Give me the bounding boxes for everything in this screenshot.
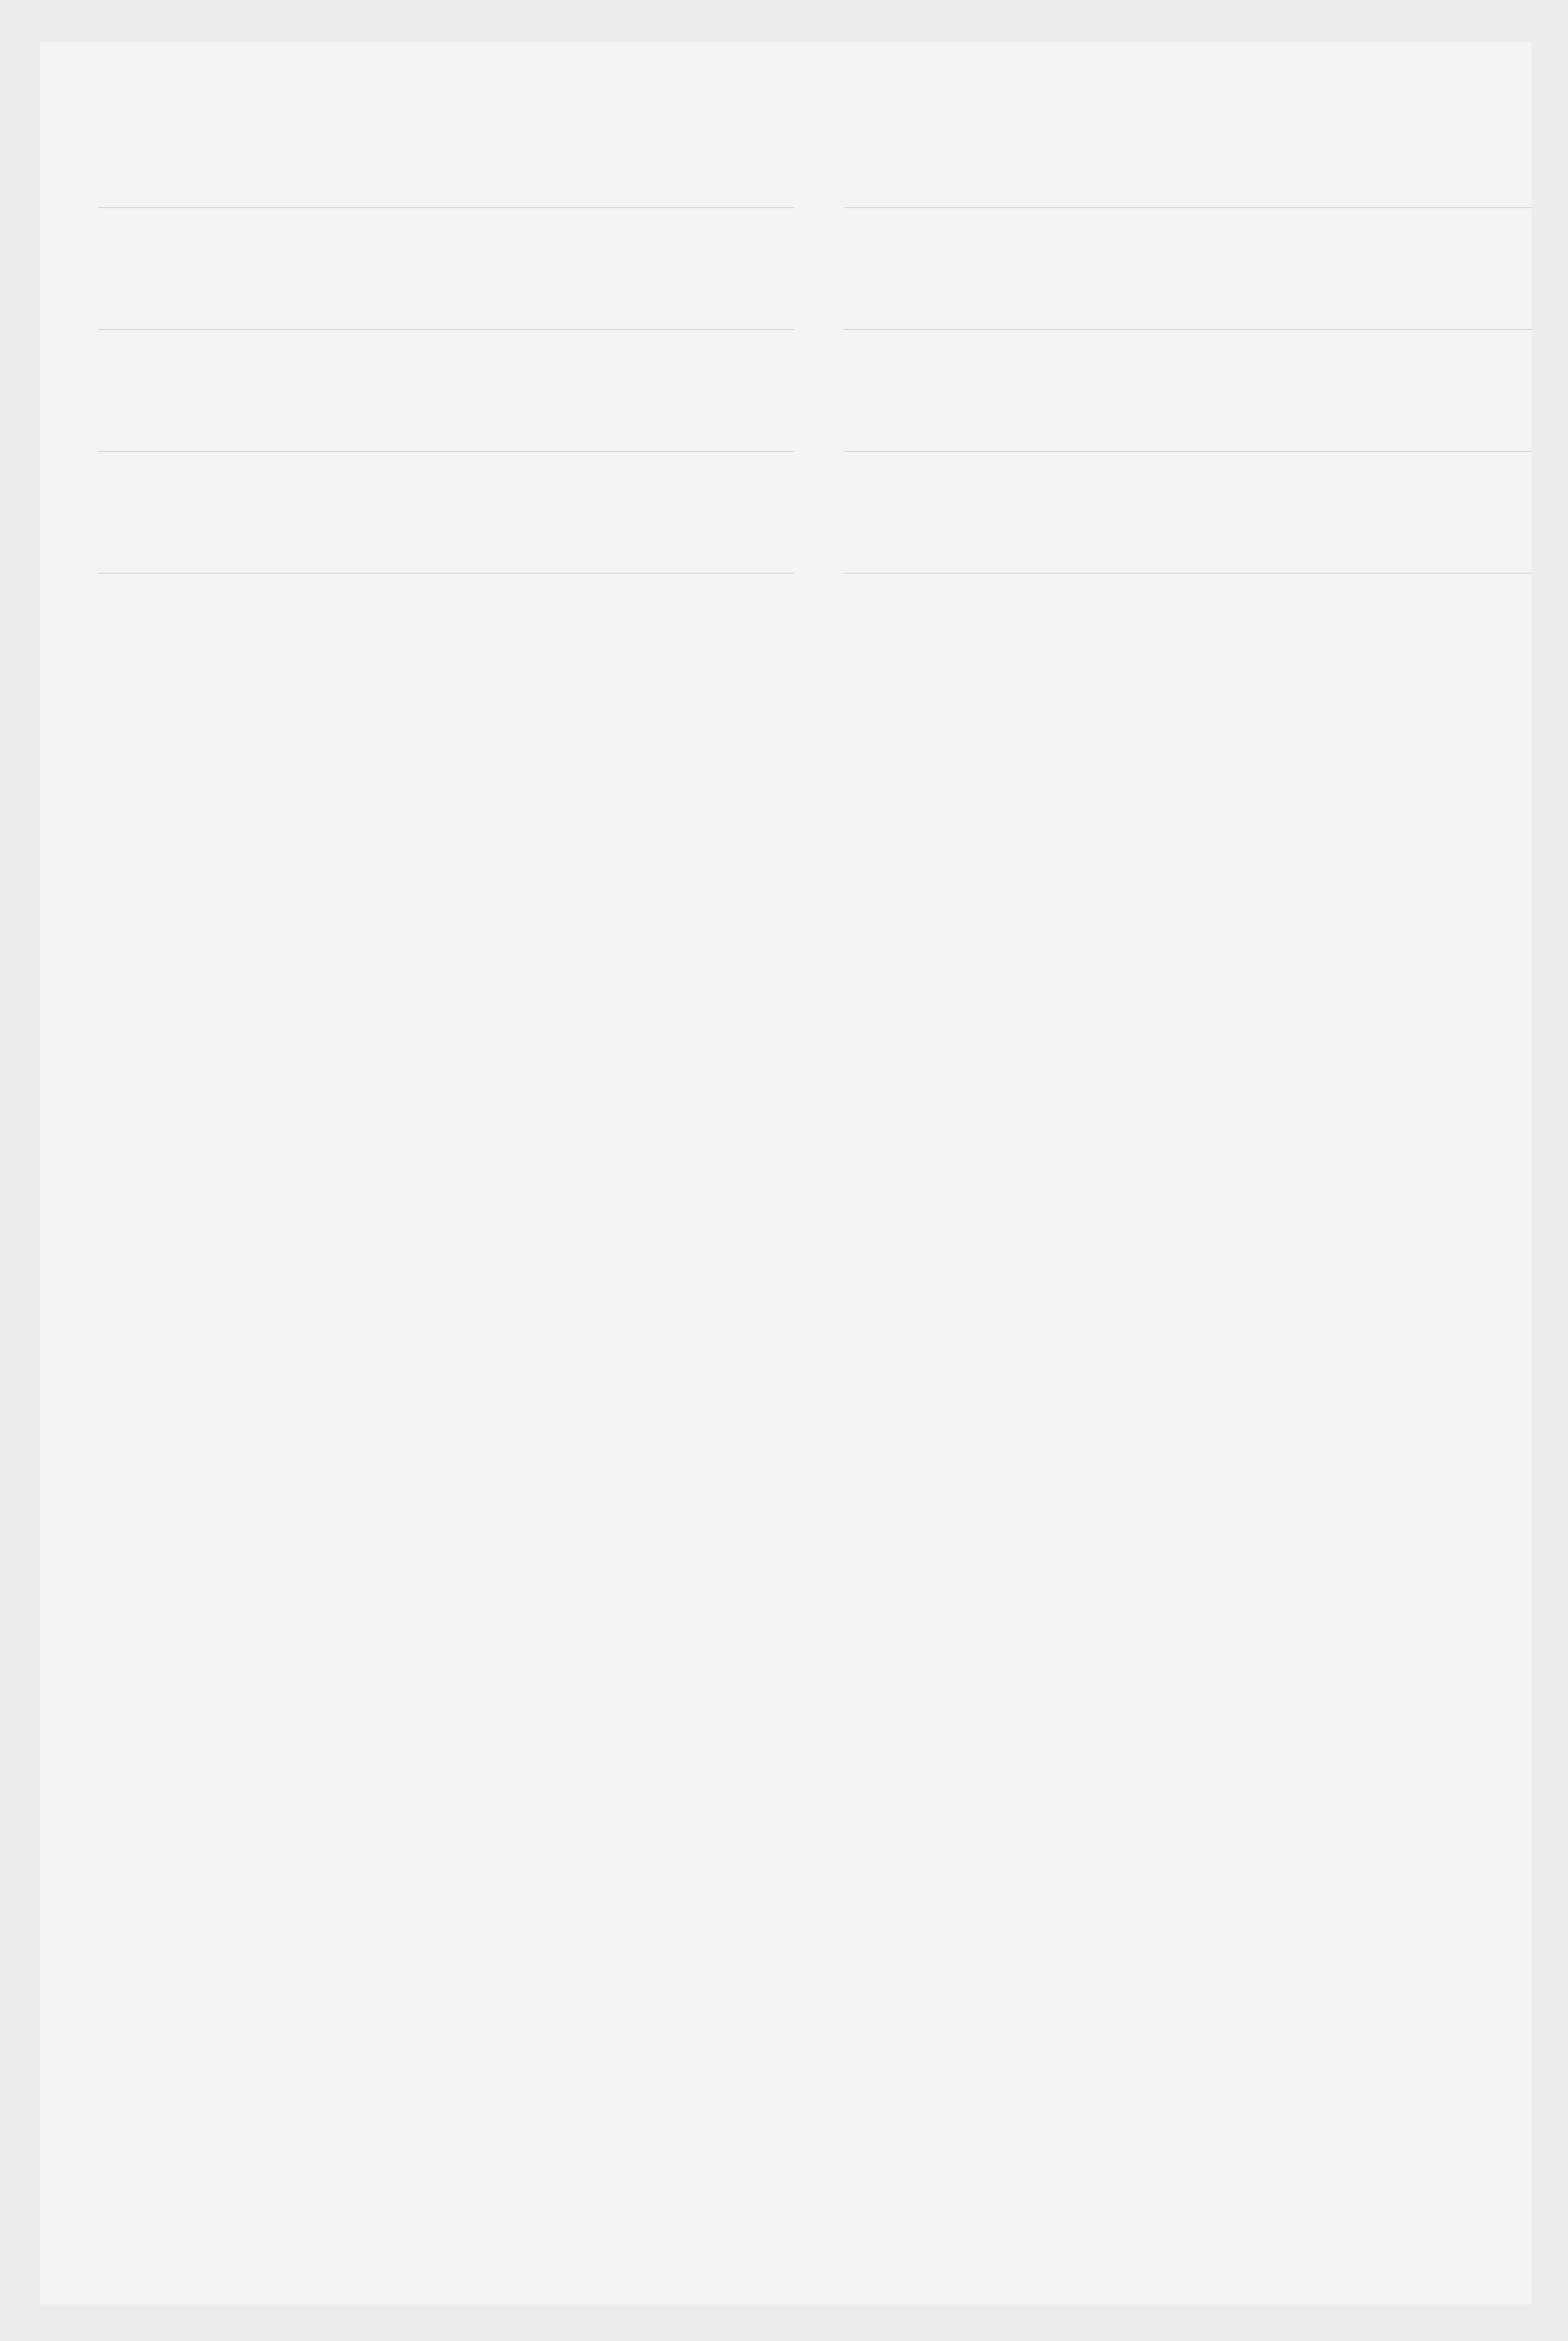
section-heading <box>98 108 794 123</box>
section-heading <box>98 473 794 488</box>
section-text <box>844 497 1532 511</box>
section-heading <box>844 108 1532 123</box>
section-text <box>844 253 1532 268</box>
section-text <box>98 375 794 390</box>
right-section <box>844 473 1532 574</box>
section-text <box>844 131 1532 146</box>
left-column <box>98 99 794 595</box>
section-heading <box>844 351 1532 366</box>
section-heading <box>844 230 1532 245</box>
section-text <box>98 253 794 268</box>
right-section <box>844 108 1532 208</box>
section-heading <box>98 230 794 245</box>
right-column <box>844 99 1532 595</box>
left-section <box>98 108 794 208</box>
leaflet-sheet <box>40 41 1532 2305</box>
left-section <box>98 473 794 574</box>
section-heading <box>844 473 1532 488</box>
section-text <box>98 497 794 511</box>
right-section <box>844 351 1532 452</box>
left-section <box>98 230 794 330</box>
right-section <box>844 230 1532 330</box>
left-section <box>98 351 794 452</box>
section-text <box>844 375 1532 390</box>
section-heading <box>98 351 794 366</box>
section-text <box>98 131 794 146</box>
